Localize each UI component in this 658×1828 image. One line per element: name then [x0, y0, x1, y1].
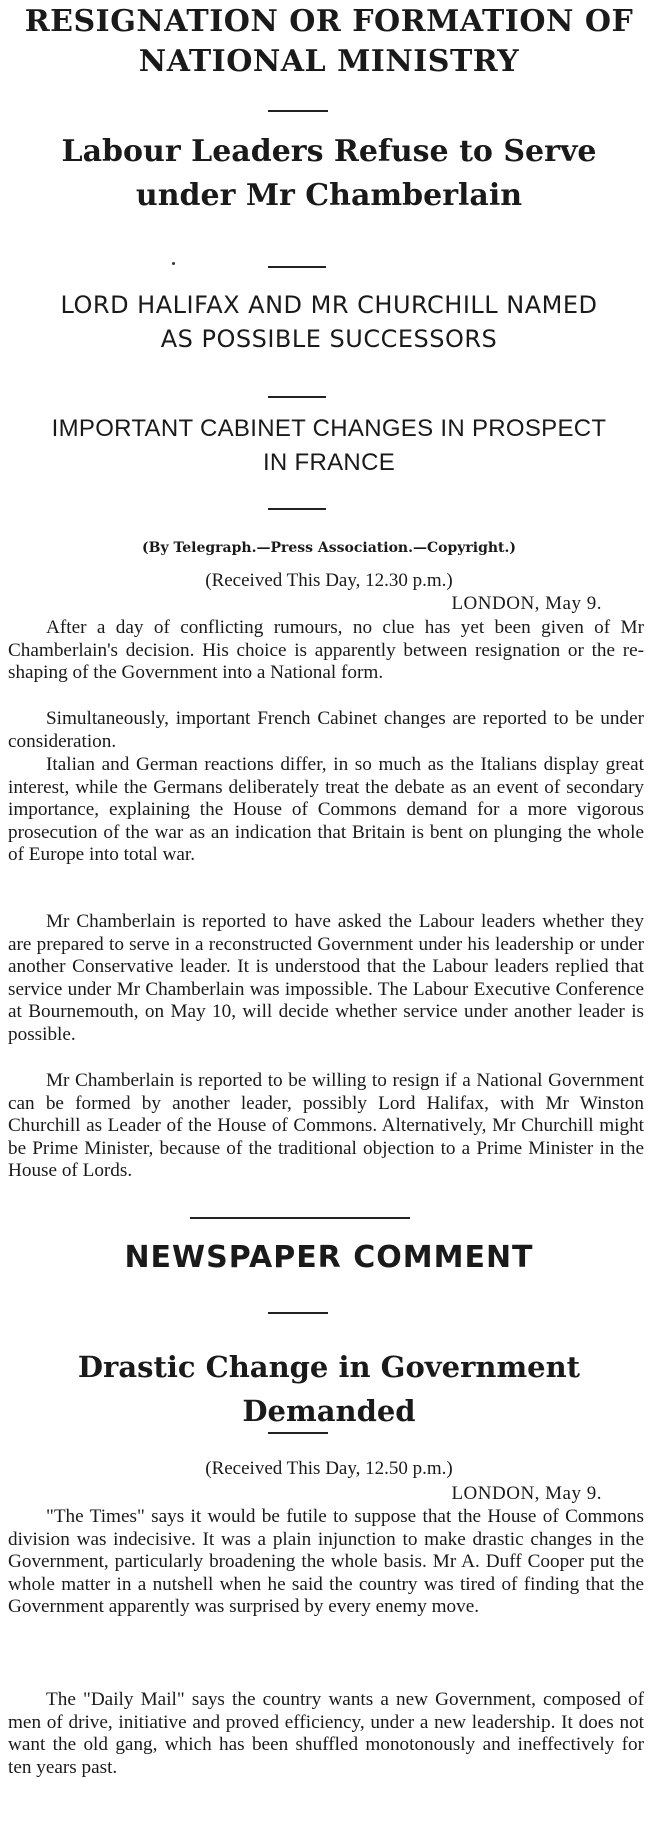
subheadline-labour-line-1: Labour Leaders Refuse to Serve	[61, 134, 597, 169]
subheadline-labour-line-2: under Mr Chamberlain	[135, 178, 523, 213]
paragraph: Italian and German reactions differ, in so much as the Italians display great interest, while the Germans deliberately treat the debate as an event of secondary importance, explaining the House of Commons demand for a more vigorous prosecution of the war as an indication that Britain is bent on plunging the whole of Europe into total war.	[8, 754, 644, 866]
divider-rule	[190, 1217, 410, 1219]
section-subheading: Drastic Change in Government Demanded	[77, 1350, 581, 1428]
divider-rule	[268, 266, 326, 268]
paragraph: "The Times" says it would be futile to suppose that the House of Commons division was indecisive. It was a plain injunction to make drastic changes in the Government, particularly broadening the whole basis. Mr A. Duff Cooper put the whole matter in a nutshell when he said the country was tired of finding that the Government apparently was surprised by every enemy move.	[8, 1506, 644, 1618]
wire-credit: (By Telegraph.—Press Association.—Copyright.)	[141, 540, 517, 556]
main-headline-line-2: NATIONAL MINISTRY	[138, 44, 520, 79]
section-heading: NEWSPAPER COMMENT	[124, 1240, 534, 1275]
divider-rule	[268, 110, 328, 112]
paragraph: Simultaneously, important French Cabinet changes are reported to be under consideration.	[8, 708, 644, 752]
subheadline-successors-line-2: AS POSSIBLE SUCCESSORS	[160, 325, 498, 353]
subheadline-labour	[0, 130, 658, 218]
subheadline-successors	[0, 288, 658, 356]
divider-rule	[268, 508, 326, 510]
received-time: (Received This Day, 12.50 p.m.)	[205, 1458, 453, 1479]
paragraph: The "Daily Mail" says the country wants a new Government, composed of men of drive, initiative and proved efficiency, under a new leadership. It does not want the old gang, which has been shuffled monotonously and ineffectively for ten years past.	[8, 1689, 644, 1778]
paragraph: Mr Chamberlain is reported to have asked the Labour leaders whether they are prepared to serve in a reconstructed Government under his leadership or under another Conservative leader. It is understood that the Labour leaders replied that service under Mr Chamberlain was impossible. The Labour Executive Conference at Bournemouth, on May 10, will decide whether service under another leader is possible.	[8, 911, 644, 1045]
main-headline	[0, 2, 658, 82]
subheadline-france	[0, 412, 658, 480]
paragraph: Mr Chamberlain is reported to be willing to resign if a National Government can be formed by another leader, possibly Lord Halifax, with Mr Winston Churchill as Leader of the House of Commons. Alternatively, Mr Churchill might be Prime Minister, because of the traditional objection to a Prime Minister in the House of Lords.	[8, 1070, 644, 1182]
divider-rule	[268, 1432, 328, 1434]
subheadline-france-line-2: IN FRANCE	[262, 449, 396, 476]
dateline: LONDON, May 9.	[451, 593, 602, 614]
divider-rule	[268, 1312, 328, 1314]
subheadline-successors-line-1: LORD HALIFAX AND MR CHURCHILL NAMED	[60, 291, 598, 319]
divider-rule	[268, 396, 326, 398]
subheadline-france-line-1: IMPORTANT CABINET CHANGES IN PROSPECT	[51, 415, 607, 442]
received-time: (Received This Day, 12.30 p.m.)	[205, 570, 453, 591]
dateline: LONDON, May 9.	[451, 1483, 602, 1504]
paragraph: After a day of conflicting rumours, no clue has yet been given of Mr Chamberlain's decision. His choice is apparently between resignation or the re-shaping of the Government into a National form.	[8, 617, 644, 684]
divider-dot	[172, 262, 175, 265]
main-headline-line-1: RESIGNATION OR FORMATION OF	[24, 4, 634, 39]
